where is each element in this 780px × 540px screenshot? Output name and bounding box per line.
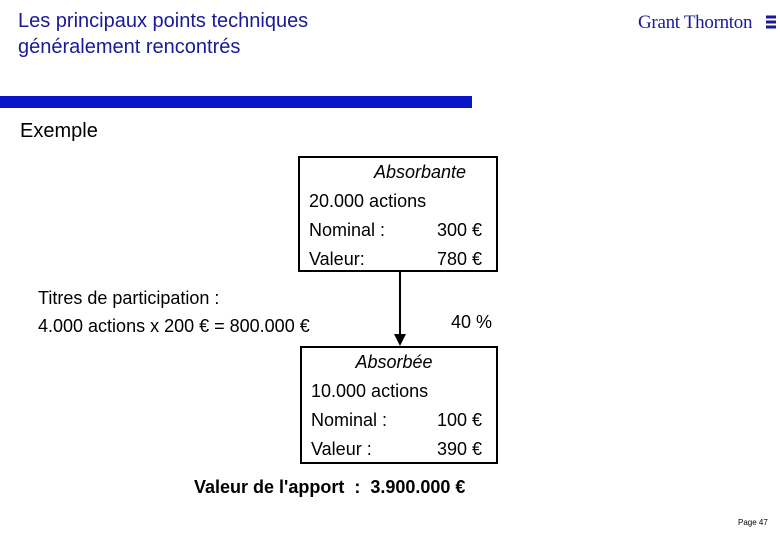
absorbee-nominal-label: Nominal : [311, 410, 388, 430]
titres-line-1: Titres de participation : [38, 288, 220, 308]
page-title [18, 8, 308, 60]
absorbee-valeur-value: 390 € [436, 439, 482, 459]
page-number: Page 47 [738, 518, 768, 527]
absorbee-actions: 10.000 actions [311, 381, 429, 401]
absorbante-nominal-label: Nominal : [309, 220, 386, 240]
participation-percentage: 40 % [451, 312, 493, 332]
absorbee-nominal-value: 100 € [436, 410, 482, 430]
title-line-2: généralement rencontrés [18, 36, 241, 58]
grant-thornton-logo-icon [764, 14, 778, 32]
company-logo: Grant Thornton [638, 12, 753, 33]
absorbee-valeur-label: Valeur : [311, 439, 372, 459]
valeur-apport: Valeur de l'apport : 3.900.000 € [194, 477, 466, 497]
absorbee-box [300, 346, 498, 464]
absorbante-nominal-value: 300 € [436, 220, 482, 240]
titres-participation [38, 284, 310, 340]
absorbante-valeur-label: Valeur: [309, 249, 365, 269]
absorbante-valeur-value: 780 € [436, 249, 482, 269]
absorbante-box [298, 156, 498, 272]
absorbante-actions: 20.000 actions [309, 191, 427, 211]
title-underline-bar [0, 96, 472, 108]
title-line-1: Les principaux points techniques [18, 10, 309, 32]
section-heading: Exemple [20, 120, 98, 142]
titres-line-2: 4.000 actions x 200 € = 800.000 € [38, 316, 310, 336]
absorbante-title: Absorbante [373, 162, 467, 182]
down-arrow-icon [390, 272, 410, 348]
absorbee-title: Absorbée [355, 352, 433, 372]
